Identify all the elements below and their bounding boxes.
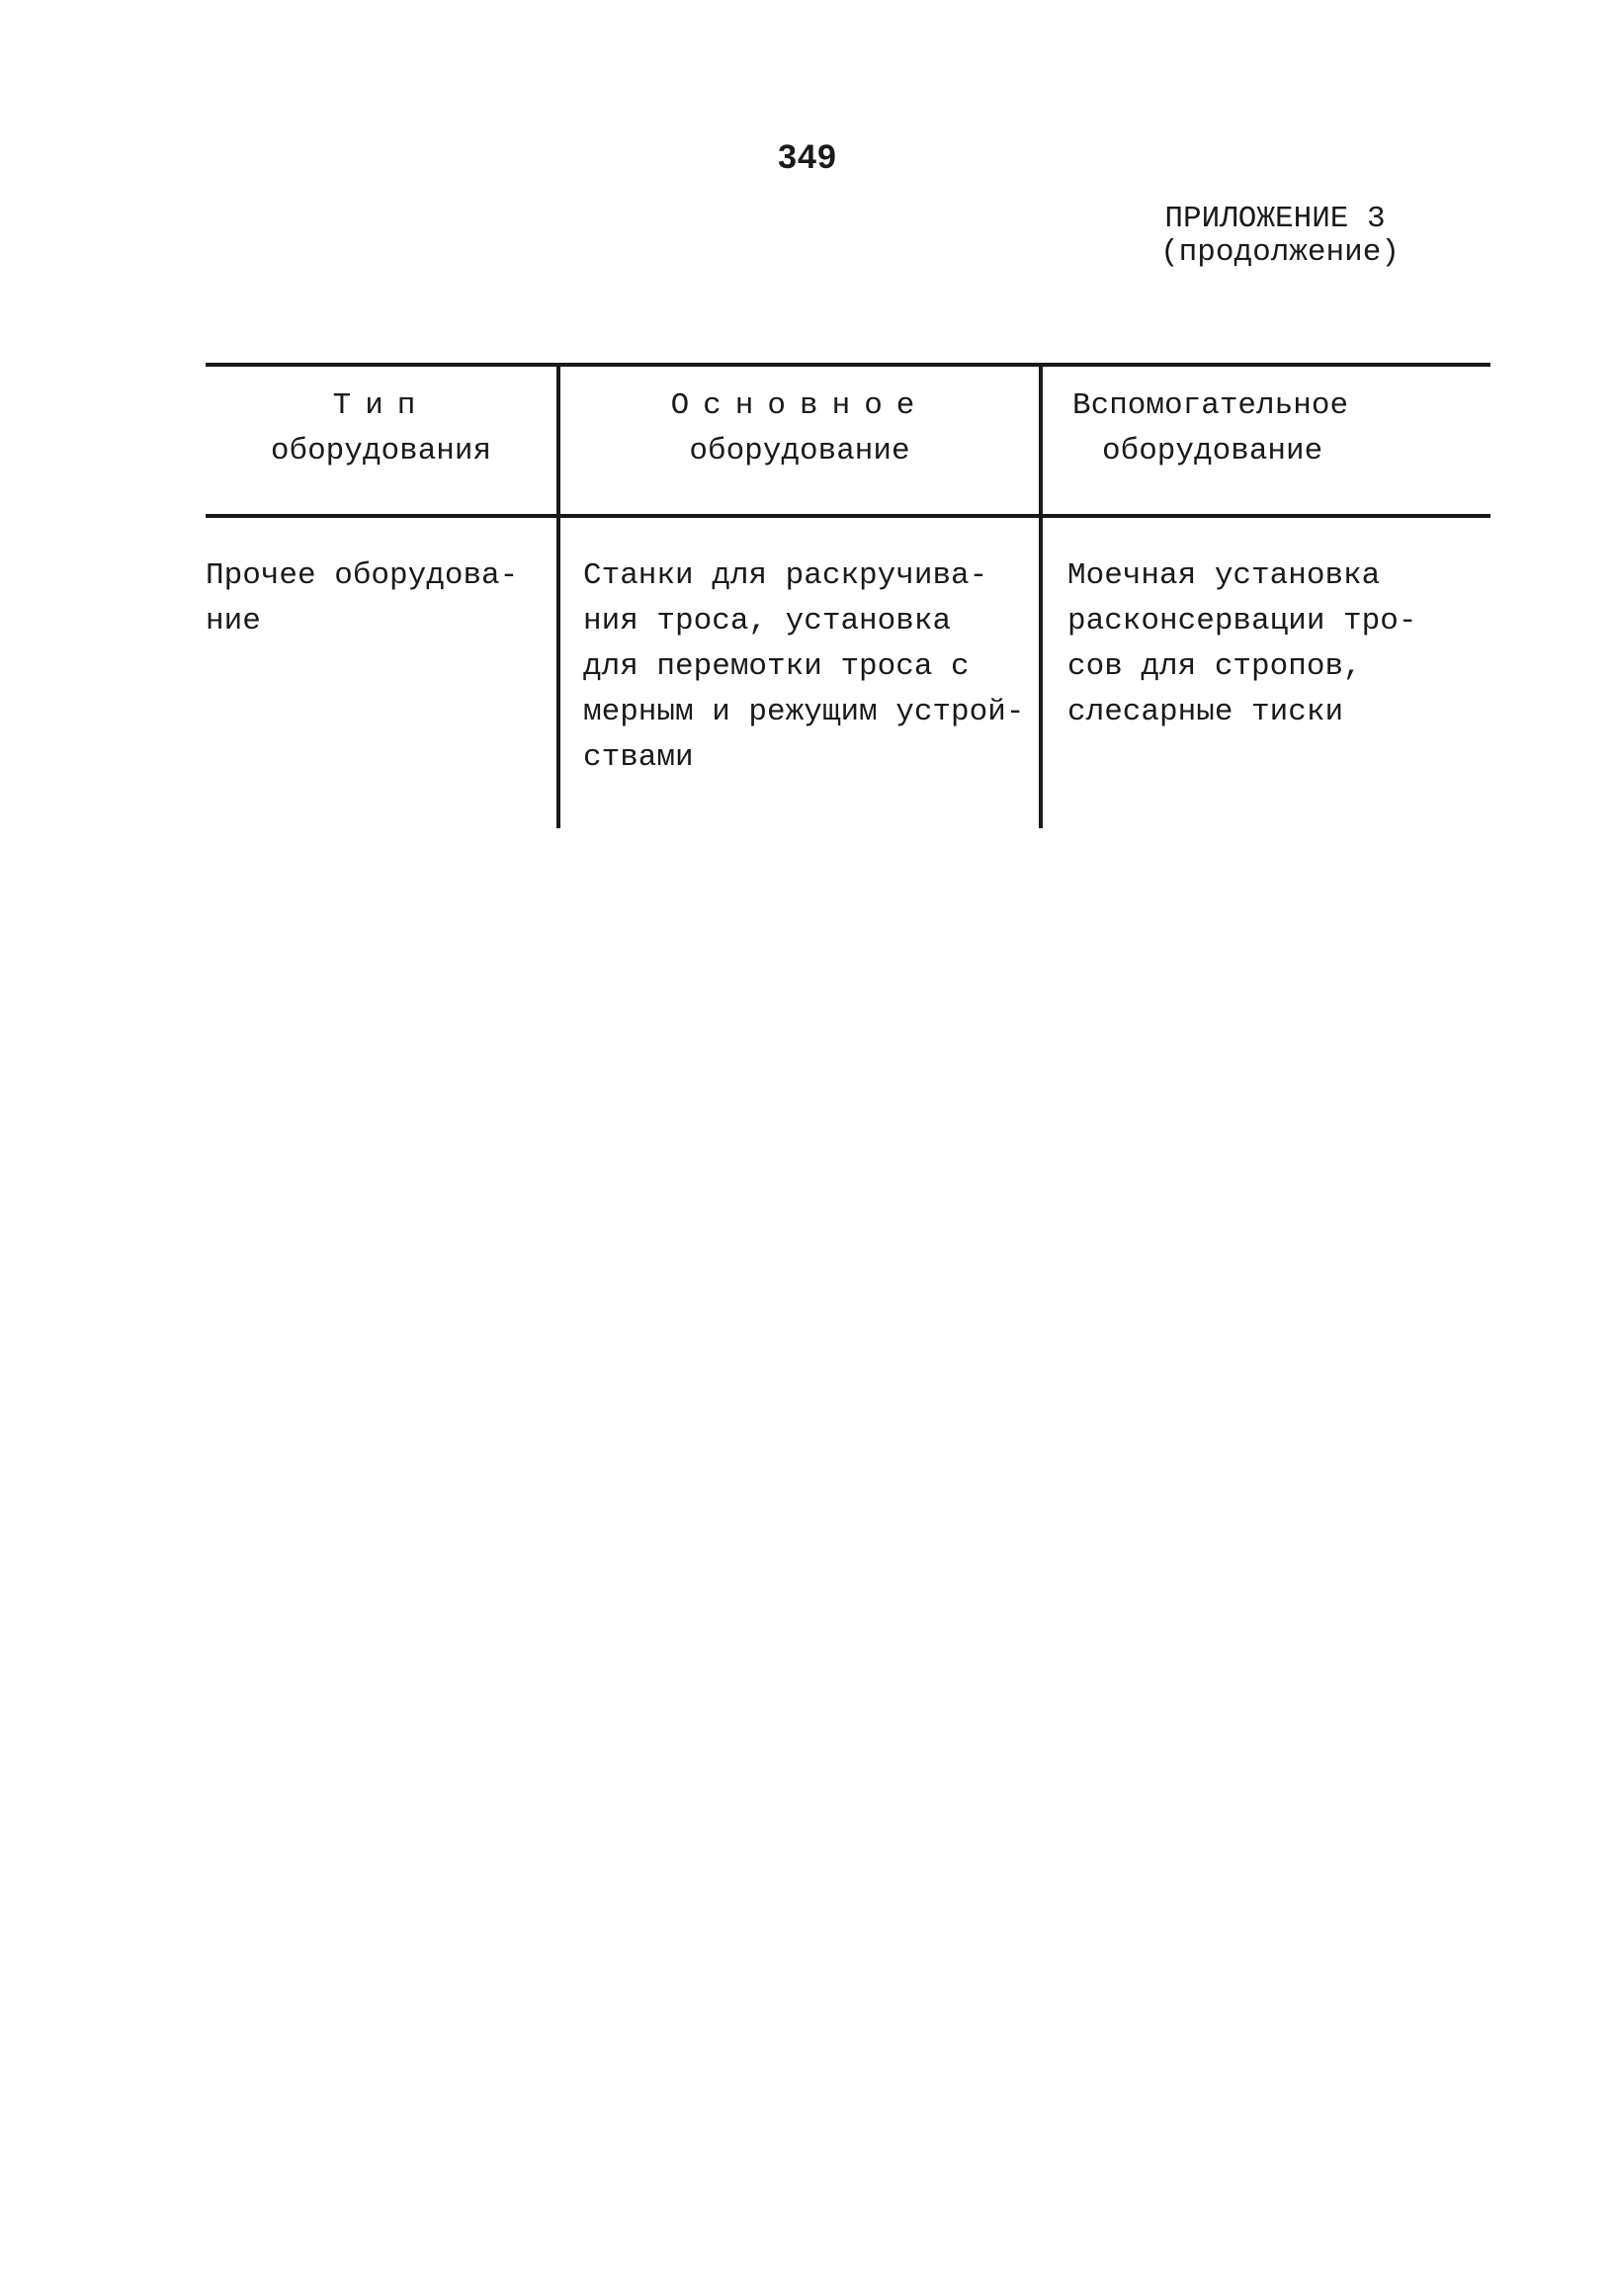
header-main-equipment-line2: оборудование [689,434,910,468]
row-main-equipment-cell [583,553,1038,781]
row-main-equipment-line: ния троса, установка [583,604,952,638]
header-equipment-type-line1: Тип [332,388,430,423]
row-main-equipment-line: ствами [583,740,694,775]
header-auxiliary-equipment [1043,383,1490,474]
row-auxiliary-equipment-line: сов для стропов, [1067,649,1362,684]
table-top-rule [206,363,1490,367]
row-main-equipment-line: для перемотки троса с [583,649,970,684]
appendix-heading [1127,203,1423,270]
header-equipment-type-line2: оборудования [270,434,492,468]
row-auxiliary-equipment-line: слесарные тиски [1067,695,1344,729]
row-equipment-type-line: ние [206,604,261,638]
page-number: 349 [778,138,837,176]
header-main-equipment-line1: Основное [670,388,929,423]
equipment-table [206,356,1490,830]
row-equipment-type-cell [206,553,547,644]
header-auxiliary-equipment-line2: оборудование [1102,434,1323,468]
row-auxiliary-equipment-cell [1067,553,1490,735]
header-auxiliary-equipment-line1: Вспомогательное [1072,388,1349,423]
row-equipment-type-line: Прочее оборудова- [206,558,519,593]
appendix-subtitle: (продолжение) [1160,235,1400,270]
row-auxiliary-equipment-line: Моечная установка [1067,558,1381,593]
header-main-equipment [560,383,1039,474]
table-header-rule [206,514,1490,518]
header-equipment-type [206,383,556,474]
row-auxiliary-equipment-line: расконсервации тро- [1067,604,1417,638]
row-main-equipment-line: Станки для раскручива- [583,558,988,593]
row-main-equipment-line: мерным и режущим устрой- [583,695,1025,729]
appendix-title: ПРИЛОЖЕНИЕ 3 [1164,202,1386,236]
